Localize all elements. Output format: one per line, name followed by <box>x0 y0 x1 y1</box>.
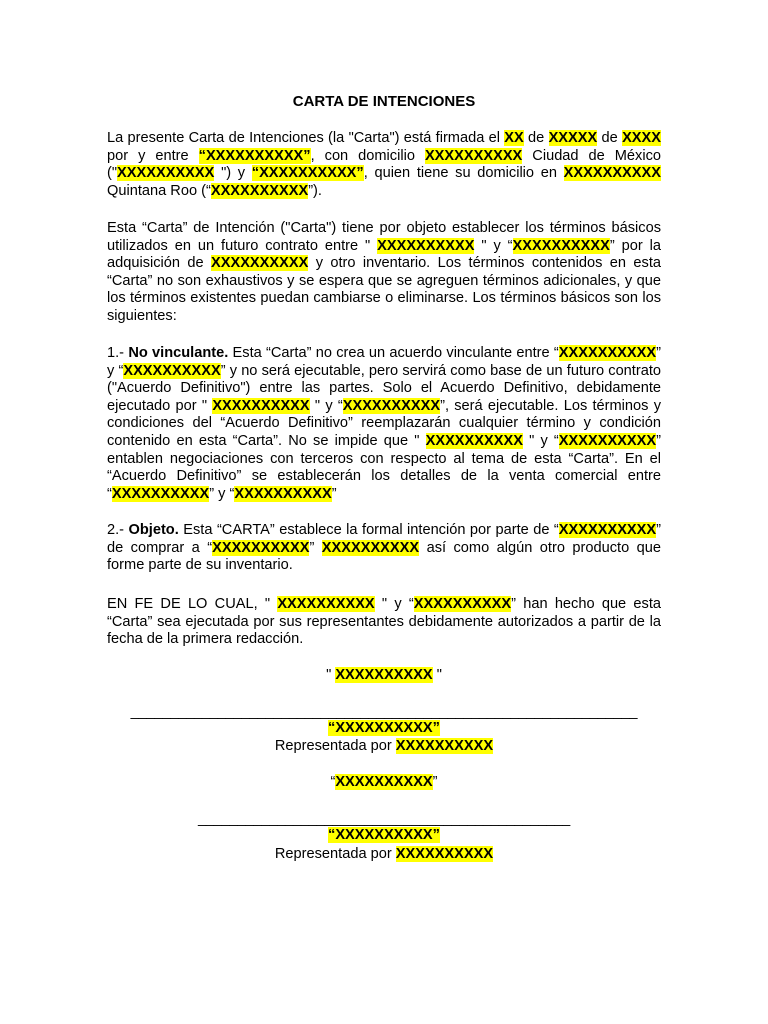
placeholder-party: XXXXXXXXXX <box>558 432 657 449</box>
text: y otro inventario. Los términos contenidos en esta “Carta” no son exhaustivos y se espera que se agreguen términos adicionales, y que los términos existentes puedan cambiarse o eliminarse. Los términos básicos son los siguientes: <box>107 255 661 324</box>
text: EN FE DE LO CUAL, " <box>107 596 278 612</box>
placeholder-party: XXXXXXXXXX <box>335 667 433 683</box>
text: " <box>326 667 336 683</box>
placeholder-party: “XXXXXXXXXX” <box>328 720 440 736</box>
intro-paragraph <box>107 130 661 200</box>
text: de <box>597 130 623 146</box>
signature-name-1 <box>0 720 768 738</box>
placeholder-party: XXXXXXXXXX <box>212 397 310 414</box>
text: Ciudad de México (" <box>107 147 661 182</box>
placeholder-party: XXXXXXXXXX <box>377 237 475 254</box>
text: Esta “Carta” de Intención ("Carta") tiene por objeto establecer los términos básicos utilizados en un futuro contrato entre " <box>107 220 661 254</box>
placeholder-party: XXXXXXXXXX <box>342 397 441 414</box>
placeholder-party: “XXXXXXXXXX” <box>198 147 311 164</box>
clause-number: 1.- <box>107 345 129 361</box>
text: ” por la adquisición de <box>107 237 661 272</box>
represented-by-2 <box>0 846 768 864</box>
text: ”, será ejecutable. Los términos y condiciones del “Acuerdo Definitivo” reemplazarán cualquier término y condición contenido en esta “Carta”. No se impide que " <box>107 397 661 449</box>
text: " y “ <box>522 432 559 449</box>
text: , quien tiene su domicilio en <box>363 165 564 182</box>
placeholder-party: XXXXXXXXXX <box>512 237 610 254</box>
text: Representada por <box>274 738 396 754</box>
placeholder-party: XXXXXXXXXX <box>335 774 433 790</box>
text: " <box>432 667 442 683</box>
placeholder-item: XXXXXXXXXX <box>321 539 420 556</box>
placeholder-party: XXXXXXXXXX <box>413 596 512 612</box>
placeholder-party: XXXXXXXXXX <box>234 485 332 502</box>
placeholder-month: XXXXX <box>548 130 598 146</box>
placeholder-party: “XXXXXXXXXX” <box>328 827 440 843</box>
text: así como algún otro producto que forme parte de su inventario. <box>107 539 662 574</box>
text: ” han hecho que esta “Carta” sea ejecutada por sus representantes debidamente autorizados a partir de la fecha de la primera redacción. <box>107 596 662 648</box>
placeholder-party: “XXXXXXXXXX” <box>251 165 364 182</box>
text: ” <box>432 774 438 790</box>
document-title: CARTA DE INTENCIONES <box>292 93 476 110</box>
represented-by-1 <box>0 738 768 756</box>
text: “ <box>330 774 336 790</box>
text: ”). <box>308 182 322 199</box>
placeholder-party: XXXXXXXXXX <box>558 522 657 538</box>
text: ” <box>309 539 322 556</box>
placeholder-party: XXXXXXXXXX <box>425 432 523 449</box>
purpose-paragraph <box>107 220 661 326</box>
clause-heading: No vinculante. <box>128 345 229 361</box>
text: ” y no será ejecutable, pero servirá como base de un futuro contrato ("Acuerdo Definitivo") entre las partes. Solo el Acuerdo Definitivo, debidamente ejecutado por " <box>107 362 661 414</box>
clause-heading: Objeto. <box>128 522 179 538</box>
placeholder-address: XXXXXXXXXX <box>424 147 523 164</box>
text: , con domicilio <box>310 147 425 164</box>
text: ” de comprar a “ <box>107 522 662 556</box>
signature-party-1 <box>0 667 768 685</box>
clause-object <box>107 522 661 575</box>
text: Esta “CARTA” establece la formal intención por parte de “ <box>178 522 559 538</box>
text: por y entre <box>107 147 199 164</box>
placeholder-item: XXXXXXXXXX <box>211 255 309 272</box>
placeholder-party: XXXXXXXXXX <box>123 362 221 379</box>
signature-name-2 <box>0 827 768 845</box>
placeholder-day: XX <box>504 130 524 146</box>
signature-party-2 <box>0 774 768 792</box>
text: Esta “Carta” no crea un acuerdo vinculante entre “ <box>228 345 559 361</box>
text: La presente Carta de Intenciones (la "Carta") está firmada el <box>107 130 505 146</box>
witness-paragraph <box>107 596 661 649</box>
placeholder-party: XXXXXXXXXX <box>277 596 375 612</box>
text: Representada por <box>274 846 396 862</box>
placeholder-alias: XXXXXXXXXX <box>117 165 215 182</box>
clause-non-binding <box>107 345 661 503</box>
text: ” <box>331 485 337 502</box>
placeholder-representative: XXXXXXXXXX <box>395 738 494 754</box>
text: ” y “ <box>107 345 661 379</box>
placeholder-party: XXXXXXXXXX <box>212 539 310 556</box>
placeholder-address: XXXXXXXXXX <box>563 165 661 182</box>
text: de <box>523 130 549 146</box>
text: " y “ <box>374 596 414 612</box>
text: ") y <box>214 165 252 182</box>
text: Quintana Roo (“ <box>107 182 211 199</box>
placeholder-party: XXXXXXXXXX <box>111 485 210 502</box>
placeholder-year: XXXX <box>622 130 661 146</box>
clause-number: 2.- <box>107 522 129 538</box>
text: ” y “ <box>209 485 235 502</box>
signature-line-1: ________________________________________________________________ <box>130 704 638 720</box>
text: " y “ <box>309 397 343 414</box>
placeholder-alias: XXXXXXXXXX <box>210 182 309 199</box>
signature-line-2: _______________________________________________ <box>197 811 571 827</box>
placeholder-representative: XXXXXXXXXX <box>395 846 494 862</box>
text: " y “ <box>474 237 513 254</box>
text: ” entablen negociaciones con terceros con respecto al tema de esta “Carta”. En el “Acuerdo Definitivo” se establecerán los detalles de la venta comercial entre “ <box>107 432 661 502</box>
placeholder-party: XXXXXXXXXX <box>558 345 657 361</box>
